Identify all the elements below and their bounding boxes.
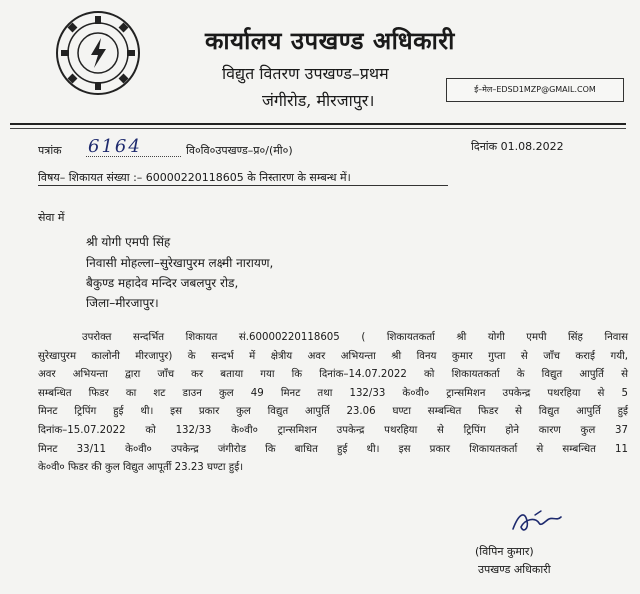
subject-underline [38, 185, 448, 186]
letter-date: दिनांक 01.08.2022 [471, 140, 564, 153]
paragraph-line: उपरोक्त सन्दर्भित शिकायत सं.60000220118605 ( शिकायतकर्ता श्री योगी एमपी सिंह निवास [82, 332, 628, 343]
salutation: सेवा में [38, 211, 65, 224]
signatory-designation: उपखण्ड अधिकारी [478, 563, 551, 576]
paragraph-line: सम्बन्धित फिडर का शट डाउन कुल 49 मिनट तथा 132/33 के०वी० ट्रान्समिशन उपकेन्द्र पथरहिया से 5 [38, 387, 628, 399]
division-name: विद्युत वितरण उपखण्ड–प्रथम [222, 64, 389, 83]
office-title: कार्यालय उपखण्ड अधिकारी [205, 26, 455, 55]
paragraph-line: के०वी० फिडर की कुल विद्युत आपूर्ती 23.23 घण्टा हुई। [38, 462, 244, 474]
address-line: निवासी मोहल्ला–सुरेखापुरम लक्ष्मी नारायण, [86, 256, 274, 270]
paragraph-line: सुरेखापुरम कालोनी मीरजापुर) के सन्दर्भ में क्षेत्रीय अवर अभियन्ता श्री विनय कुमार गुप्ता से जाँच कराई गयी, [38, 350, 628, 362]
body-paragraph [38, 329, 628, 478]
paragraph-line: मिनट 33/11 के०वी० उपकेन्द्र जंगीरोड कि बाधित हुई थी। इस प्रकार शिकायतकर्ता से सम्बन्धित 11 [38, 443, 628, 455]
reference-number: 6164 [88, 136, 142, 157]
paragraph-line: अवर अभियन्ता द्वारा जाँच कर बताया गया कि दिनांक–14.07.2022 को शिकायतकर्ता के विद्युत आपुर्ति से [38, 369, 628, 381]
signatory-name: (विपिन कुमार) [475, 545, 534, 558]
reference-dotted-line [86, 156, 181, 157]
paragraph-line: दिनांक–15.07.2022 को 132/33 के०वी० ट्रान्समिशन उपकेन्द्र पथरहिया से ट्रिपिंग होने कारण कुल 37 [38, 424, 628, 436]
header-rule-thin [10, 128, 626, 129]
office-location: जंगीरोड, मीरजापुर। [262, 91, 375, 110]
address-line: बैकुण्ड महादेव मन्दिर जबलपुर रोड, [86, 276, 239, 290]
address-line: श्री योगी एमपी सिंह [86, 235, 171, 249]
email-box: ई–मेल–EDSD1MZP@GMAIL.COM [446, 78, 624, 102]
subject-line: विषय– शिकायत संख्या :– 60000220118605 के निस्तारण के सम्बन्ध में। [38, 171, 351, 184]
utility-emblem-icon [55, 10, 141, 96]
reference-text: वि०वि०उपखण्ड–प्र०/(मी०) [186, 144, 293, 157]
handwritten-signature [505, 507, 565, 537]
reference-label: पत्रांक [38, 144, 62, 157]
address-line: जिला–मीरजापुर। [86, 296, 159, 310]
paragraph-line: मिनट ट्रिपिंग हुई थी। इस प्रकार कुल विद्युत आपुर्ति 23.06 घण्टा सम्बन्धित फिडर से विद्युत आपुर्ति हुई [38, 406, 628, 418]
header-rule [10, 123, 626, 125]
